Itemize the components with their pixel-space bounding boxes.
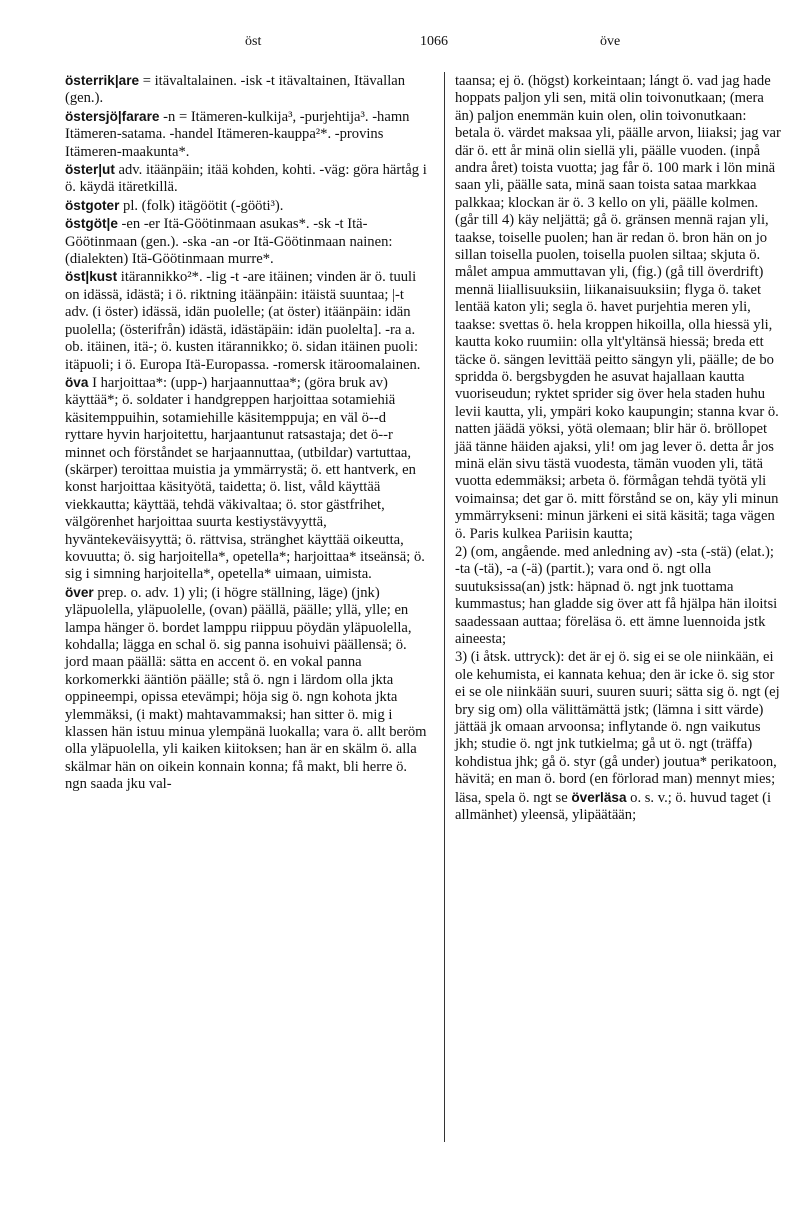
column-divider <box>444 72 445 1142</box>
entry-body: o. s. v.; ö. huvud taget (i allmänhet) yleensä, ylipäätään; <box>455 789 772 824</box>
entry-body: -en -er Itä-Göötinmaan asukas*. -sk -t Itä-Göötinmaan (gen.). -ska -an -or Itä-Göötinmaan nainen: (dialekten) Itä-Göötinmaan murre*. <box>65 216 393 268</box>
header-guide-word-left: öst <box>245 34 262 49</box>
dictionary-entry <box>65 108 427 161</box>
dictionary-entry <box>65 584 427 794</box>
entry-body: taansa; ej ö. (högst) korkeintaan; lángt ö. vad jag hade hoppats paljon yli sen, mitä olin toivonutkaan; (mera än) paljon enemmän kuin olen, olin toivonutkaan: betala ö. värdet maksaa yli, päälle arvon, liiaksi; jag var där ö. ett år minä olin siellä yli, päälle vuoden. (inpå andra året) toista vuotta; jag får ö. 100 mark i lön minä saan yli, päälle sata, minä saan toista sataa markkaa palkkaa; klockan är ö. 3 kello on yli, päälle kolmen. (går till 4) käy neljättä; gå ö. gränsen mennä rajan yli, taakse, toiselle puolen; han är redan ö. bron hän on jo sillan toisella puolen, toisella puolen siltaa; skjuta ö. målet ampua ammuttavan yli, (fig.) (gå till överdrift) mennä liiallisuuksiin, liikanaisuuksiin; flyga ö. taket lentää katon yli; segla ö. havet purjehtia meren yli, taakse: svettas ö. hela kroppen hikoilla, olla hiessä yli, kautta koko ruumiin: olla ylt'yltänsä hiessä; breda ett täcke ö. sängen levittää peitto sängyn yli, päälle; de bo spridda ö. bergsbygden he asuvat hajallaan kautta vuoriseudun; ryktet sprider sig över hela staden huhu levii kautta, yli, ympäri koko kaupungin; stanna kvar ö. natten jäädä yöksi, yötä olemaan; blir här ö. bröllopet jää tänne häiden ajaksi, yli! om jag lever ö. detta år jos minä elän sivu tästä vuodesta, tämän vuoden yli, tätä vuotta edemmäksi; arbeta ö. förmågan tehdä työtä yli voimainsa; det gar ö. mitt förstånd se on, käy yli minun ymmärrykseni: minun järkeni ei sitä käsitä; taga vägen ö. Paris kulkea Pariisin kautta; <box>455 73 781 542</box>
left-column <box>65 72 427 794</box>
page-header <box>0 34 800 56</box>
entry-body: 2) (om, angående. med anledning av) -sta (-stä) (elat.); -ta (-tä), -a (-ä) (partit.); vara ond ö. ngt olla suutuksissa(an) jstk: häpnad ö. ngt jnk tuottama kummastus; han gladde sig över att få hjälpa hän iloitsi saadessaan auttaa; föreläsa ö. ett ämne luennoida jstk aineesta; <box>455 543 778 647</box>
dictionary-entry <box>65 215 427 268</box>
dictionary-entry <box>65 374 427 584</box>
entry-body: 3) (i åtsk. uttryck): det är ej ö. sig ei se ole niinkään, ei ole kehumista, ei kannata kehua; den är icke ö. sig stor ei se ole niinkään suuri, suuren suuri; sätta sig ö. ngt (ej bry sig om) olla välittämättä jstk; (lämna i sitt värde) jättää jk omaan arvoonsa; inflytande ö. ngn vaikutus jkh; studie ö. ngt jnk tutkielma; gå ut ö. ngt (träffa) kohdistua jhk; gå ö. styr (gå under) joutua* perikatoon, hävitä; en man ö. bord (en förlorad man) mennyt mies; läsa, spela ö. ngt se <box>455 649 780 806</box>
headword: överläsa <box>571 789 627 805</box>
dictionary-entry <box>65 197 427 215</box>
headword: öster|ut <box>65 162 115 178</box>
headword: österrik|are <box>65 73 140 88</box>
dictionary-sense <box>455 648 782 824</box>
entry-body: -n = Itämeren-kulkija³, -purjehtija³. -hamn Itämeren-satama. -handel Itämeren-kauppa²*. -provins Itämeren-maakunta*. <box>65 108 410 160</box>
dictionary-entry-continuation <box>455 72 782 543</box>
dictionary-entry <box>65 72 427 108</box>
dictionary-entry <box>65 161 427 197</box>
entry-body: itärannikko²*. -lig -t -are itäinen; vinden är ö. tuuli on idässä, idästä; i ö. riktning itäänpäin: itäistä suuntaa; |-t adv. (i öster) idässä, idän puolelle; (at öster) itäänpäin: idän puolella; (österifrån) idästä, idästäpäin: idän puolelta]. -ra a. ob. itäinen, itä-; ö. kusten itärannikko; ö. sidan itäinen puoli: itäpuoli; i ö. Europa Itä-Europassa. -romersk itäroomalainen. <box>65 269 421 373</box>
headword: över <box>65 584 94 600</box>
headword: öst|kust <box>65 269 118 285</box>
headword: östgoter <box>65 197 120 213</box>
dictionary-entry <box>65 268 427 373</box>
headword: öva <box>65 374 89 390</box>
headword: östgöt|e <box>65 216 118 232</box>
header-guide-word-right: öve <box>600 34 621 49</box>
entry-body: I harjoittaa*: (upp-) harjaannuttaa*; (göra bruk av) käyttää*; ö. soldater i handgreppen harjoittaa sotamiehiä käsitemppuihin, sotamiehille käsitemppuja; en väl ö--d ryttare hyvin harjoitettu, harjaantunut ratsastaja; det ö--r minnet och förståndet se harjaannuttaa, (utbildar) vartuttaa, (skärper) teroittaa muistia ja ymmärrystä; ö. ett hantverk, en konst harjoittaa käsityötä, taidetta; ö. list, våld käyttää viekkautta; käyttää, tehdä väkivaltaa; ö. stor gästfrihet, välgörenhet harjoittaa suurta kestiystävyyttä, hyväntekeväisyyttä; ö. rättvisa, stränghet käyttää oikeutta, kovuutta; ö. sig harjoitella*, opetella*; harjoittaa* itseänsä; ö. sig i simning harjoitella*, opetella* uimaan, uimista. <box>65 374 425 583</box>
entry-body: = itävaltalainen. -isk -t itävaltainen, Itävallan (gen.). <box>65 73 406 107</box>
entry-body: prep. o. adv. 1) yli; (i högre ställning, läge) (jnk) yläpuolella, yläpuolelle, (ovan) päällä, päälle; yllä, ylle; en lampa hänger ö. bordet lamppu riippuu pöydän yläpuolella, kohdalla; lägga en schal ö. sig panna isohuivi päällensä; ö. jord maan päällä: sätta en accent ö. en vokal panna korkomerkki ääntiön päälle; stå ö. ngn i lärdom olla jkta oppineempi, opissa etevämpi; höja sig ö. ngn kohota jkta ylemmäksi, (i makt) mahtavammaksi; han sitter ö. mig i klassen hän istuu minua ylempänä luokalla; vara ö. allt beröm olla yläpuolella, yli kaiken kiitoksen; han är en skälm ö. alla skälmar hän on oikein konnain konna; få makt, bli herre ö. ngn saada jku val- <box>65 584 427 793</box>
page-number: 1066 <box>420 34 448 49</box>
entry-body: pl. (folk) itägöötit (-gööti³). <box>119 197 284 214</box>
right-column <box>455 72 782 824</box>
entry-body: adv. itäänpäin; itää kohden, kohti. -väg: göra härtåg i ö. käydä itäretkillä. <box>65 162 427 196</box>
headword: östersjö|farare <box>65 108 160 124</box>
dictionary-sense <box>455 543 782 648</box>
